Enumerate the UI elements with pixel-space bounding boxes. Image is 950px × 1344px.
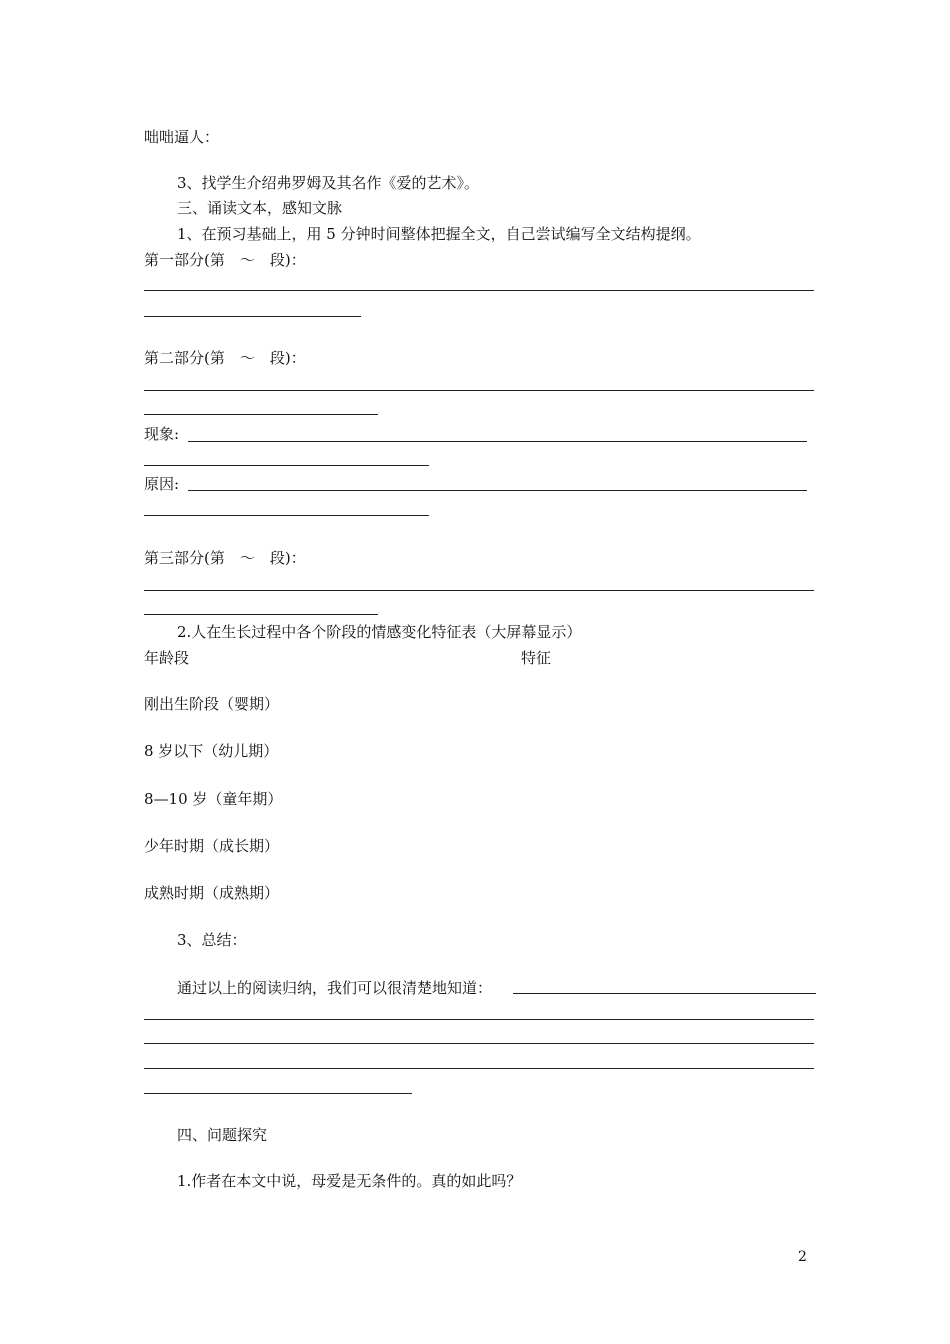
- col-age-header: 年龄段: [144, 649, 190, 667]
- text-line: 1、在预习基础上，用 5 分钟时间整体把握全文，自己尝试编写全文结构提纲。: [177, 225, 701, 243]
- answer-line[interactable]: [144, 1093, 412, 1094]
- stage-row: 成熟时期（成熟期）: [144, 884, 280, 902]
- answer-line[interactable]: [144, 290, 814, 291]
- answer-line[interactable]: [188, 490, 807, 491]
- stage-row: 8—10 岁（童年期）: [144, 790, 283, 808]
- stage-row: 刚出生阶段（婴期）: [144, 695, 280, 713]
- answer-line[interactable]: [144, 1019, 814, 1020]
- answer-line[interactable]: [144, 614, 378, 615]
- page-number: 2: [798, 1249, 807, 1265]
- summary-heading: 3、总结：: [177, 931, 247, 949]
- answer-line[interactable]: [513, 993, 816, 994]
- part-three-label: 第三部分(第 ～ 段)：: [144, 549, 306, 567]
- part-two-label: 第二部分(第 ～ 段)：: [144, 349, 306, 367]
- section-heading: 三、诵读文本，感知文脉: [177, 199, 343, 217]
- summary-prompt: 通过以上的阅读归纳，我们可以很清楚地知道：: [177, 979, 493, 997]
- text-line: 咄咄逼人：: [144, 128, 220, 146]
- question-1: 1.作者在本文中说，母爱是无条件的。真的如此吗？: [177, 1172, 522, 1190]
- answer-line[interactable]: [188, 441, 807, 442]
- answer-line[interactable]: [144, 465, 429, 466]
- section-heading: 四、问题探究: [177, 1126, 268, 1144]
- col-feature-header: 特征: [521, 649, 552, 667]
- answer-line[interactable]: [144, 414, 378, 415]
- phenomenon-label: 现象:: [144, 425, 180, 443]
- answer-line[interactable]: [144, 515, 429, 516]
- text-line: 3、找学生介绍弗罗姆及其名作《爱的艺术》。: [177, 174, 480, 192]
- reason-label: 原因:: [144, 475, 180, 493]
- part-one-label: 第一部分(第 ～ 段)：: [144, 251, 306, 269]
- answer-line[interactable]: [144, 590, 814, 591]
- stage-row: 8 岁以下（幼儿期）: [144, 742, 279, 760]
- stage-row: 少年时期（成长期）: [144, 837, 280, 855]
- answer-line[interactable]: [144, 316, 361, 317]
- answer-line[interactable]: [144, 1043, 814, 1044]
- answer-line[interactable]: [144, 390, 814, 391]
- answer-line[interactable]: [144, 1068, 814, 1069]
- table-title: 2.人在生长过程中各个阶段的情感变化特征表（大屏幕显示）: [177, 623, 582, 641]
